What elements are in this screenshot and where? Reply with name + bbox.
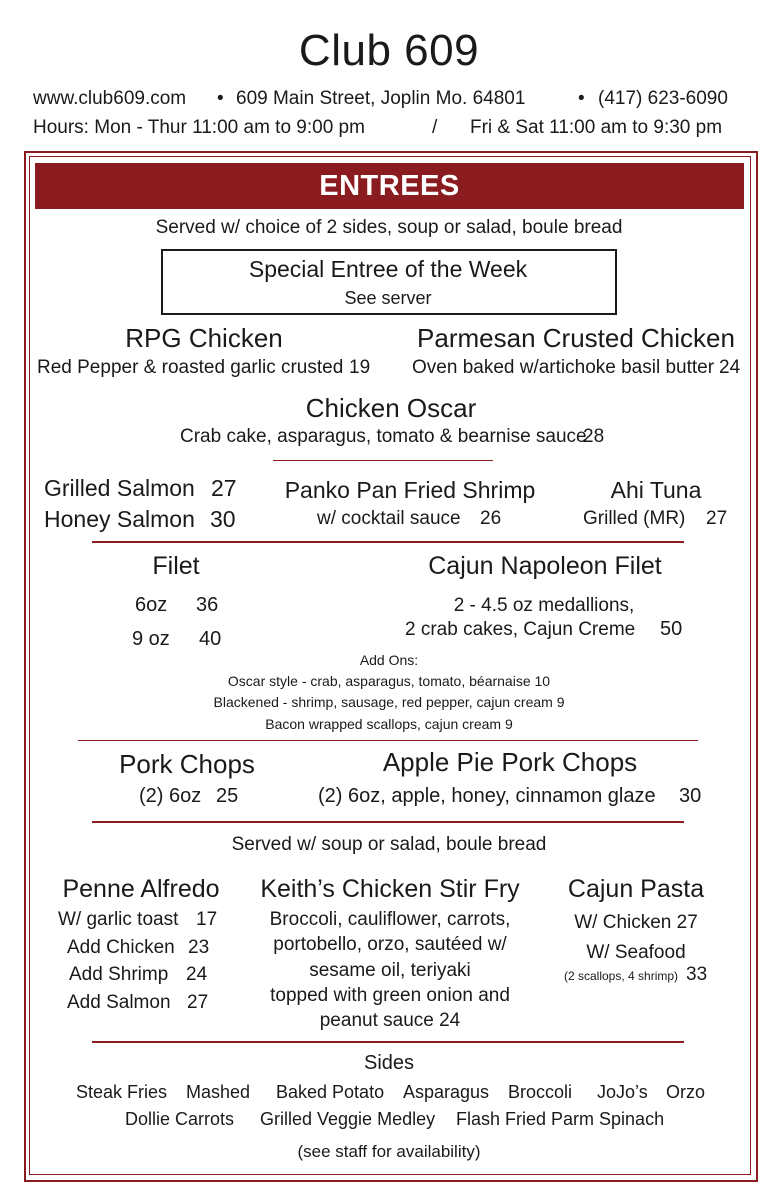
panko-shrimp-desc: w/ cocktail sauce [317,508,461,529]
divider [92,1041,684,1043]
panko-shrimp-price: 26 [480,508,502,529]
addons-heading: Add Ons: [359,652,419,668]
addon-item: Blackened - shrimp, sausage, red pepper, cajun cream 9 [213,694,565,710]
sides-availability-note: (see staff for availability) [297,1142,481,1161]
rpg-chicken-name: RPG Chicken [125,323,283,353]
alfredo-option-price: 27 [187,992,209,1013]
side-item: Broccoli [508,1082,573,1102]
apple-pie-pork-name: Apple Pie Pork Chops [382,747,638,777]
chicken-oscar-price: 28 [583,426,605,447]
cajun-napoleon-name: Cajun Napoleon Filet [428,552,662,580]
parmesan-chicken-desc: Oven baked w/artichoke basil butter [412,357,715,378]
ahi-tuna-name: Ahi Tuna [610,477,702,503]
ahi-tuna-desc: Grilled (MR) [583,508,686,529]
alfredo-option-label: Add Chicken [67,937,175,958]
sides-heading: Sides [363,1052,415,1074]
alfredo-option-label: W/ garlic toast [58,909,179,930]
honey-salmon-name: Honey Salmon [44,506,195,532]
special-note: See server [344,288,432,308]
alfredo-option-price: 17 [196,909,218,930]
stir-fry-desc: topped with green onion and [270,985,510,1006]
divider [78,740,698,741]
grilled-salmon-name: Grilled Salmon [44,475,195,501]
rpg-chicken-desc: Red Pepper & roasted garlic crusted [37,357,344,378]
ahi-tuna-price: 27 [706,508,728,529]
divider [92,541,684,543]
filet-name: Filet [152,552,200,580]
alfredo-option-label: Add Shrimp [69,964,169,985]
side-item: Grilled Veggie Medley [260,1109,436,1129]
entrees-served-with: Served w/ choice of 2 sides, soup or salad, boule bread [155,217,623,238]
chicken-oscar-name: Chicken Oscar [305,393,477,423]
pork-chops-name: Pork Chops [119,749,255,779]
filet-price-9oz: 40 [199,628,222,650]
cajun-napoleon-desc: 2 crab cakes, Cajun Creme [405,619,636,640]
alfredo-option-label: Add Salmon [67,992,171,1013]
cajun-napoleon-desc: 2 - 4.5 oz medallions, [453,595,635,616]
side-item: Flash Fried Parm Spinach [456,1109,665,1129]
phone-number[interactable]: (417) 623-6090 [598,88,728,109]
side-item: Steak Fries [76,1082,168,1102]
grilled-salmon-price: 27 [211,475,237,501]
panko-shrimp-name: Panko Pan Fried Shrimp [284,477,536,503]
addon-item: Oscar style - crab, asparagus, tomato, béarnaise 10 [227,673,551,689]
rpg-chicken-price: 19 [349,357,371,378]
filet-size-6oz: 6oz [135,594,168,616]
stir-fry-desc: portobello, orzo, sautéed w/ [273,934,507,955]
side-item: Baked Potato [276,1082,385,1102]
bullet-separator: • [578,88,585,109]
side-item: Dollie Carrots [125,1109,235,1129]
restaurant-title: Club 609 [298,26,480,75]
address: 609 Main Street, Joplin Mo. 64801 [236,88,526,109]
hours-separator: / [432,117,438,138]
divider [92,821,684,823]
cajun-pasta-seafood-price: 33 [686,964,708,985]
chicken-oscar-desc: Crab cake, asparagus, tomato & bearnise sauce [180,426,587,447]
cajun-pasta-name: Cajun Pasta [567,875,705,903]
pasta-served-with: Served w/ soup or salad, boule bread [231,834,547,855]
cajun-pasta-chicken: W/ Chicken 27 [574,912,698,933]
side-item: JoJo’s [597,1082,648,1102]
parmesan-chicken-price: 24 [719,357,741,378]
special-title: Special Entree of the Week [248,256,528,282]
hours-weekend: Fri & Sat 11:00 am to 9:30 pm [470,117,723,138]
filet-price-6oz: 36 [196,594,219,616]
cajun-pasta-seafood: W/ Seafood [586,942,686,963]
divider [273,460,493,461]
alfredo-option-price: 24 [186,964,208,985]
filet-size-9oz: 9 oz [132,628,170,650]
stir-fry-name: Keith’s Chicken Stir Fry [260,875,520,903]
side-item: Mashed [186,1082,251,1102]
website-link[interactable]: www.club609.com [33,88,187,109]
stir-fry-desc-price: peanut sauce 24 [319,1010,461,1031]
stir-fry-desc: sesame oil, teriyaki [309,960,471,981]
stir-fry-desc: Broccoli, cauliflower, carrots, [269,909,511,930]
side-item: Asparagus [403,1082,490,1102]
side-item: Orzo [666,1082,706,1102]
cajun-napoleon-price: 50 [660,618,683,640]
pork-chops-desc: (2) 6oz [139,785,202,807]
honey-salmon-price: 30 [210,506,236,532]
pork-chops-price: 25 [216,785,239,807]
apple-pie-pork-price: 30 [679,785,702,807]
alfredo-option-price: 23 [188,937,210,958]
entrees-banner: ENTREES [35,163,744,209]
hours-weekday: Hours: Mon - Thur 11:00 am to 9:00 pm [33,117,365,138]
bullet-separator: • [217,88,224,109]
addon-item: Bacon wrapped scallops, cajun cream 9 [265,716,513,732]
cajun-pasta-seafood-note: (2 scallops, 4 shrimp) [564,969,679,983]
apple-pie-pork-desc: (2) 6oz, apple, honey, cinnamon glaze [318,785,656,807]
penne-alfredo-name: Penne Alfredo [62,875,220,903]
parmesan-chicken-name: Parmesan Crusted Chicken [417,323,735,353]
